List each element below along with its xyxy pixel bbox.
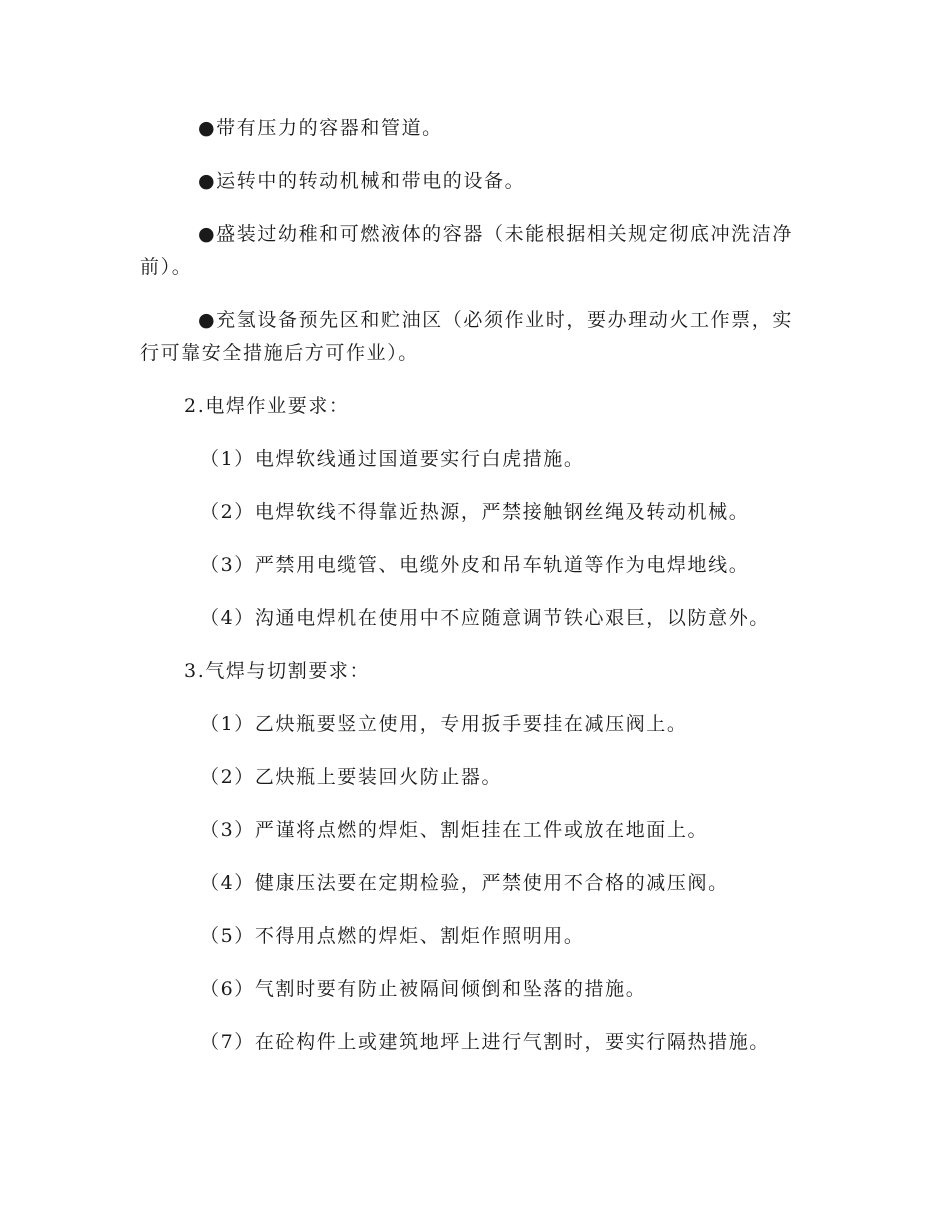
list-item: （2）乙炔瓶上要装回火防止器。 [200, 766, 503, 788]
section-heading: 2.电焊作业要求： [184, 395, 350, 417]
list-item: （3）严谨将点燃的焊炬、割炬挂在工件或放在地面上。 [200, 819, 709, 841]
list-item: （4）健康压法要在定期检验，严禁使用不合格的减压阀。 [200, 872, 729, 894]
bullet-paragraph: ●盛装过幼稚和可燃液体的容器（未能根据相关规定彻底冲洗洁净前）。 [140, 223, 793, 278]
list-item: （1）电焊软线通过国道要实行白虎措施。 [200, 448, 585, 470]
list-item: （3）严禁用电缆管、电缆外皮和吊车轨道等作为电焊地线。 [200, 554, 750, 576]
section-heading: 3.气焊与切割要求： [184, 660, 371, 682]
list-item: （7）在砼构件上或建筑地坪上进行气割时，要实行隔热措施。 [200, 1031, 770, 1053]
list-item: （4）沟通电焊机在使用中不应随意调节铁心艰巨，以防意外。 [200, 607, 770, 629]
bullet-paragraph: ●充氢设备预先区和贮油区（必须作业时，要办理动火工作票，实行可靠安全措施后方可作业）。 [140, 309, 793, 364]
document-body [140, 112, 810, 1079]
bullet-paragraph: ●带有压力的容器和管道。 [198, 117, 443, 139]
list-item: （2）电焊软线不得靠近热源，严禁接触钢丝绳及转动机械。 [200, 501, 750, 523]
bullet-paragraph: ●运转中的转动机械和带电的设备。 [198, 170, 526, 192]
list-item: （1）乙炔瓶要竖立使用，专用扳手要挂在减压阀上。 [200, 713, 688, 735]
list-item: （5）不得用点燃的焊炬、割炬作照明用。 [200, 925, 585, 947]
list-item: （6）气割时要有防止被隔间倾倒和坠落的措施。 [200, 978, 647, 1000]
